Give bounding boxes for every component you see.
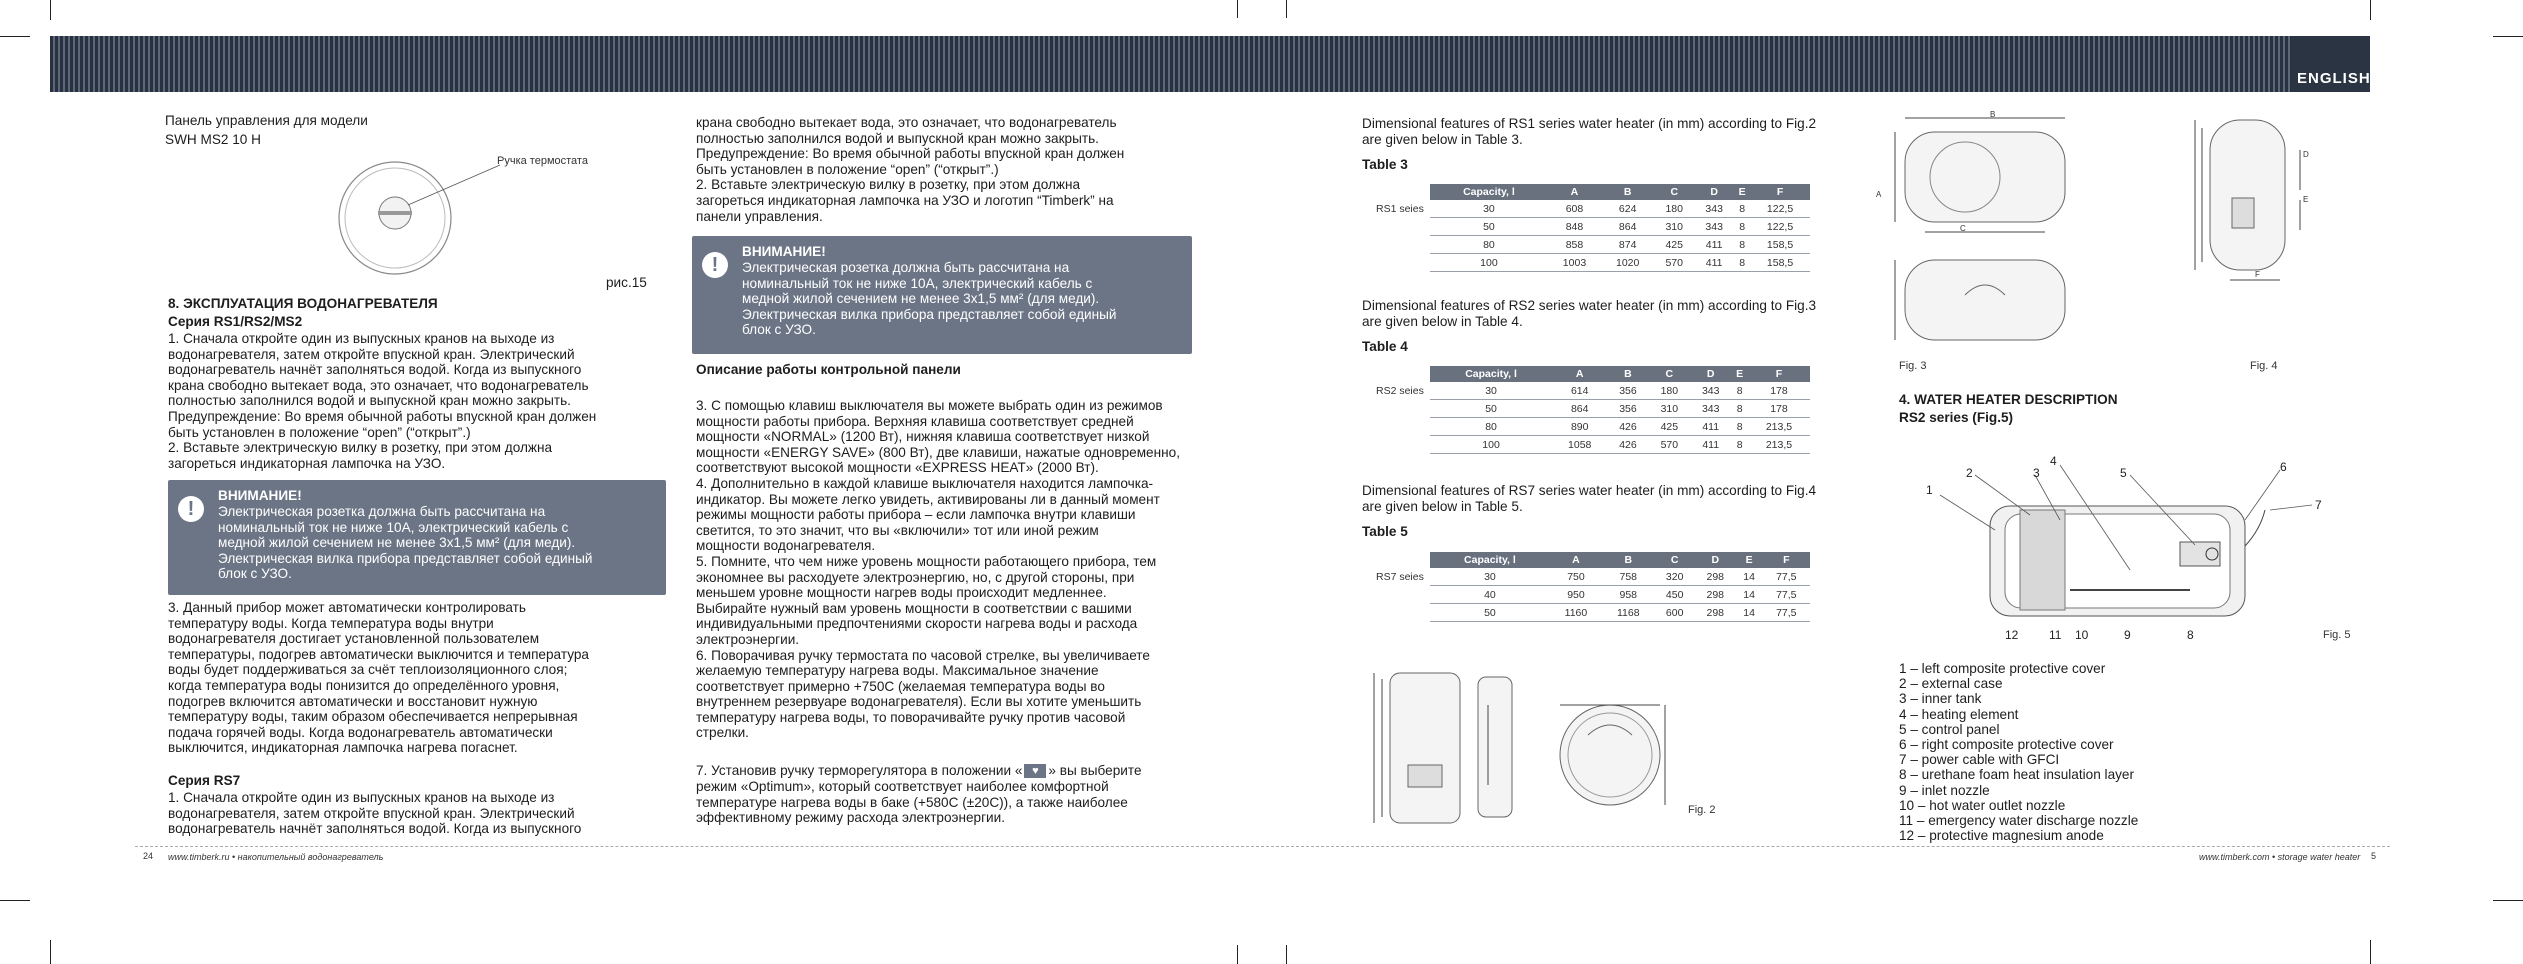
paragraph (696, 398, 1180, 741)
table-cell: 411 (1694, 254, 1734, 272)
table-title: Table 3 (1362, 157, 1408, 172)
table-cell: 158,5 (1750, 254, 1810, 272)
table-cell: 758 (1602, 568, 1654, 586)
table-header: E (1734, 184, 1750, 200)
table-header-spacer (1362, 552, 1430, 568)
table-caption-line: Dimensional features of RS1 series water heater (in mm) according to Fig.2 (1362, 116, 1817, 131)
table-row (1362, 200, 1810, 218)
text-line: Электрическая розетка должна быть рассчитана на (218, 504, 546, 519)
table-cell: 8 (1734, 200, 1750, 218)
crop-mark (2493, 36, 2523, 37)
table-cell: 1058 (1552, 436, 1607, 454)
table-cell: 77,5 (1763, 568, 1810, 586)
text-line: полностью заполнился водой и выпускной кран можно закрыть. (696, 130, 1099, 146)
table-cell: 80 (1430, 418, 1552, 436)
text-line: 3. С помощью клавиш выключателя вы можете выбрать один из режимов (696, 398, 1163, 413)
table-header: Capacity, l (1430, 184, 1548, 200)
text-line: водонагреватель начнёт заполняться водой. Когда из выпускного (168, 362, 582, 378)
table-cell: 310 (1649, 400, 1690, 418)
text-line: мощности «NORMAL» (1200 Вт), нижняя клавиша соответствует низкой (696, 429, 1150, 445)
table-cell: 1168 (1602, 604, 1654, 622)
text-line: 1. Сначала откройте один из выпускных кранов на выходе из (168, 331, 555, 346)
series-cell: RS1 seies (1376, 202, 1424, 215)
crop-mark (0, 36, 30, 37)
text-line: температуре нагрева воды в баке (+580С (±20С)), а также наиболее (696, 794, 1128, 810)
table-header: E (1731, 366, 1748, 382)
text-line: мощности водонагревателя. (696, 538, 876, 554)
text-line: быть установлен в положение “open” (“открыт”.) (696, 161, 999, 177)
crop-mark (50, 0, 51, 20)
text-line: Выбирайте нужный вам уровень мощности в соответствии с вашими (696, 600, 1132, 616)
table-cell: 848 (1548, 218, 1601, 236)
table-header: B (1602, 552, 1654, 568)
text-line: 1. Сначала откройте один из выпускных кранов на выходе из (168, 790, 555, 805)
table-cell: 14 (1736, 586, 1763, 604)
table-title: Table 4 (1362, 339, 1408, 354)
thermostat-label: Ручка термостата (497, 155, 588, 167)
table-header-spacer (1362, 184, 1430, 200)
text-line: стрелки. (696, 725, 749, 741)
table-header-row (1362, 552, 1810, 568)
dimension-table-4 (1362, 366, 1810, 454)
dimension-label: B (1990, 110, 1996, 119)
callout-number: 6 (2280, 460, 2287, 474)
paragraph (696, 779, 1128, 826)
text-line: Электрическая розетка должна быть рассчитана на (742, 260, 1070, 275)
table-header: Capacity, l (1430, 552, 1550, 568)
panel-caption-line: SWH MS2 10 H (165, 132, 261, 147)
text-line: соответствует примерно +750С (желаемая температура воды во (696, 678, 1105, 694)
crop-mark (2370, 940, 2371, 964)
text-line (696, 763, 1142, 779)
crop-mark (2370, 0, 2371, 20)
figure-2-drawing (1360, 665, 1730, 835)
warning-box (692, 236, 1192, 354)
dimension-label: D (2303, 150, 2309, 159)
table-cell: 858 (1548, 236, 1601, 254)
table-cell: 180 (1654, 200, 1694, 218)
table-cell: 80 (1430, 236, 1548, 254)
figure-label: Fig. 5 (2323, 629, 2351, 641)
table-cell: 8 (1731, 418, 1748, 436)
text-line: 3. Данный прибор может автоматически контролировать (168, 600, 526, 615)
table-header: E (1736, 552, 1763, 568)
table-title: Table 5 (1362, 524, 1408, 539)
table-header: D (1694, 184, 1734, 200)
footer-rule (135, 846, 2390, 847)
table-cell: 8 (1734, 254, 1750, 272)
table-cell: 158,5 (1750, 236, 1810, 254)
table-cell: 213,5 (1748, 436, 1810, 454)
dimension-label: E (2303, 195, 2309, 204)
series-title: Серия RS1/RS2/MS2 (168, 314, 303, 329)
series-cell (1362, 400, 1430, 418)
list-item: 10 – hot water outlet nozzle (1899, 797, 2066, 813)
text-line: режимы мощности работы прибора – если лампочка внутри клавиши (696, 507, 1136, 523)
crop-mark (50, 940, 51, 964)
table-caption-line: are given below in Table 3. (1362, 132, 1523, 147)
series-cell (1362, 586, 1430, 604)
table-header: B (1601, 184, 1654, 200)
table-cell: 890 (1552, 418, 1607, 436)
text-line: мощности работы прибора. Верхняя клавиша соответствует средней (696, 413, 1134, 429)
text-line: водонагревателя, затем откройте впускной кран. Электрический (168, 346, 575, 362)
table-row (1362, 418, 1810, 436)
table-row (1362, 568, 1810, 586)
paragraph (168, 790, 581, 837)
dimension-table-5 (1362, 552, 1810, 622)
figure-label: Fig. 2 (1688, 804, 1716, 816)
table-header: A (1552, 366, 1607, 382)
table-cell: 450 (1654, 586, 1695, 604)
dimension-label: F (2255, 270, 2260, 279)
list-item: 2 – external case (1899, 676, 2003, 692)
table-header: C (1649, 366, 1690, 382)
table-caption-line: Dimensional features of RS2 series water heater (in mm) according to Fig.3 (1362, 298, 1817, 313)
text-line: светится, то это значит, что вы «включили» тот или иной режим (696, 522, 1099, 538)
table-cell: 100 (1430, 254, 1548, 272)
text-line: индикатор. Вы можете легко увидеть, активированы ли в данный момент (696, 491, 1160, 507)
text-line: загореться индикаторная лампочка на УЗО и логотип “Timberk” на (696, 192, 1114, 208)
table-header: D (1695, 552, 1736, 568)
footer-text: www.timberk.com • storage water heater (2199, 852, 2361, 862)
text-line: блок с УЗО. (742, 322, 816, 338)
text-line: блок с УЗО. (218, 566, 292, 582)
table-cell: 864 (1552, 400, 1607, 418)
text-line: водонагреватель начнёт заполняться водой. Когда из выпускного (168, 821, 582, 837)
callout-number: 9 (2124, 628, 2131, 642)
text-line: водонагревателя достигает установленной пользователем (168, 631, 540, 647)
crop-mark (2493, 900, 2523, 901)
table-header-spacer (1362, 366, 1430, 382)
table-cell: 14 (1736, 604, 1763, 622)
warning-box (168, 480, 666, 595)
table-header: A (1550, 552, 1602, 568)
page-number: 5 (2371, 851, 2377, 861)
table-cell: 178 (1748, 382, 1810, 400)
table-row (1362, 382, 1810, 400)
table-header-row (1362, 184, 1810, 200)
callout-number: 2 (1966, 466, 1973, 480)
series-cell (1362, 418, 1430, 436)
table-cell: 874 (1601, 236, 1654, 254)
control-panel-illustration (320, 145, 620, 295)
series-cell (1362, 218, 1430, 236)
table-cell: 30 (1430, 200, 1548, 218)
footer-text: www.timberk.ru • накопительный водонагреватель (168, 852, 384, 862)
text-line: температуры, подогрев автоматически выключится и температура (168, 646, 589, 662)
text-line: Электрическая вилка прибора представляет собой единый (218, 550, 593, 566)
table-cell: 425 (1654, 236, 1694, 254)
table-cell: 14 (1736, 568, 1763, 586)
text-line: индивидуальными предпочтениями скорости нагрева воды и расхода (696, 616, 1138, 632)
table-cell: 426 (1607, 436, 1648, 454)
list-item: 5 – control panel (1899, 721, 2000, 737)
crop-mark (1237, 0, 1238, 18)
table-row (1362, 254, 1810, 272)
text-line: электроэнергии. (696, 631, 800, 647)
figure-4-drawing (2170, 110, 2370, 350)
table-caption-line: are given below in Table 4. (1362, 314, 1523, 329)
list-item: 1 – left composite protective cover (1899, 661, 2106, 676)
crop-mark (1237, 945, 1238, 964)
series-cell: RS2 seies (1376, 384, 1424, 397)
warning-title: ВНИМАНИЕ! (742, 244, 826, 259)
list-item: 8 – urethane foam heat insulation layer (1899, 767, 2135, 783)
table-header: C (1654, 184, 1694, 200)
table-cell: 8 (1734, 218, 1750, 236)
section-title: 8. ЭКСПЛУАТАЦИЯ ВОДОНАГРЕВАТЕЛЯ (168, 296, 438, 311)
list-item: 7 – power cable with GFCI (1899, 752, 2060, 768)
callout-number: 1 (1926, 483, 1933, 497)
text-line: загореться индикаторная лампочка на УЗО. (168, 455, 446, 471)
table-cell: 100 (1430, 436, 1552, 454)
table-cell: 411 (1690, 436, 1731, 454)
text-line: быть установлен в положение “open” (“открыт”.) (168, 424, 471, 440)
text-line: Предупреждение: Во время обычной работы впускной кран должен (168, 408, 597, 424)
description-title: 4. WATER HEATER DESCRIPTION (1899, 392, 2118, 407)
list-item: 3 – inner tank (1899, 691, 1982, 707)
text-line: мощности «ENERGY SAVE» (800 Вт), две клавиши, нажатые одновременно, (696, 444, 1180, 460)
table-cell: 411 (1694, 236, 1734, 254)
table-cell: 343 (1694, 218, 1734, 236)
table-cell: 864 (1601, 218, 1654, 236)
series-cell (1362, 236, 1430, 254)
table-row (1362, 218, 1810, 236)
table-cell: 570 (1654, 254, 1694, 272)
text-line: водонагревателя, затем откройте впускной кран. Электрический (168, 805, 575, 821)
table-cell: 600 (1654, 604, 1695, 622)
callout-number: 7 (2315, 498, 2322, 512)
table-cell: 30 (1430, 568, 1550, 586)
figure-label: Fig. 4 (2250, 360, 2278, 372)
paragraph (168, 600, 589, 756)
text-line: когда температура воды понизится до определённого уровня, (168, 677, 560, 693)
table-cell: 411 (1690, 418, 1731, 436)
table-cell: 356 (1607, 400, 1648, 418)
text-line: желаемую температуру нагрева воды. Максимальное значение (696, 663, 1099, 679)
table-cell: 750 (1550, 568, 1602, 586)
paragraph (696, 115, 1124, 224)
warning-text (742, 260, 1117, 338)
warning-icon: ! (178, 496, 204, 522)
table-cell: 8 (1734, 236, 1750, 254)
table-header: C (1654, 552, 1695, 568)
dimension-label: C (1960, 224, 1966, 233)
text-line: выключится, индикаторная лампочка нагрева погаснет. (168, 740, 518, 756)
parts-list (1899, 661, 2138, 843)
figure-label: Fig. 3 (1899, 360, 1927, 372)
callout-number: 12 (2005, 628, 2019, 642)
dimension-table-3 (1362, 184, 1810, 272)
table-cell: 40 (1430, 586, 1550, 604)
table-row (1362, 400, 1810, 418)
callout-number: 4 (2050, 454, 2057, 468)
description-series: RS2 series (Fig.5) (1899, 410, 2014, 425)
table-cell: 958 (1602, 586, 1654, 604)
table-cell: 178 (1748, 400, 1810, 418)
table-header-row (1362, 366, 1810, 382)
table-row (1362, 236, 1810, 254)
table-cell: 180 (1649, 382, 1690, 400)
text-line: температуру воды. Когда температура воды внутри (168, 615, 494, 631)
text-line: крана свободно вытекает вода, это означает, что водонагреватель (168, 377, 589, 393)
crop-mark (1286, 0, 1287, 18)
table-caption-line: Dimensional features of RS7 series water heater (in mm) according to Fig.4 (1362, 483, 1817, 498)
text-line: Предупреждение: Во время обычной работы впускной кран должен (696, 146, 1125, 162)
table-cell: 950 (1550, 586, 1602, 604)
table-cell: 77,5 (1763, 604, 1810, 622)
list-item: 9 – inlet nozzle (1899, 782, 1990, 798)
text-line: медной жилой сечением не менее 3х1,5 мм² (для меди). (742, 291, 1100, 307)
text-line: меньшем уровне мощности нагрев воды происходит медленнее. (696, 585, 1107, 601)
table-cell: 298 (1695, 604, 1736, 622)
warning-text (218, 504, 593, 582)
text-line: 4. Дополнительно в каждой клавише выключателя находится лампочка- (696, 475, 1154, 491)
table-header: A (1548, 184, 1601, 200)
table-cell: 50 (1430, 400, 1552, 418)
text-line: режим «Optimum», который соответствует наиболее комфортной (696, 779, 1109, 794)
table-cell: 298 (1695, 568, 1736, 586)
table-header: D (1690, 366, 1731, 382)
table-row (1362, 436, 1810, 454)
panel-caption-line: Панель управления для модели (165, 113, 368, 128)
list-item: 12 – protective magnesium anode (1899, 828, 2104, 844)
dimension-label: A (1876, 190, 1882, 199)
table-cell: 426 (1607, 418, 1648, 436)
table-header: F (1763, 552, 1810, 568)
table-cell: 213,5 (1748, 418, 1810, 436)
crop-mark (1286, 945, 1287, 964)
text-line: 5. Помните, что чем ниже уровень мощности работающего прибора, тем (696, 553, 1157, 569)
callout-number: 5 (2120, 466, 2127, 480)
text-line: медной жилой сечением не менее 3х1,5 мм² (для меди). (218, 535, 576, 551)
table-row (1362, 604, 1810, 622)
table-cell: 343 (1690, 382, 1731, 400)
callout-number: 11 (2049, 628, 2062, 642)
text-line: 6. Поворачивая ручку термостата по часовой стрелке, вы увеличиваете (696, 647, 1150, 663)
table-row (1362, 586, 1810, 604)
table-header: F (1750, 184, 1810, 200)
text-line: 2. Вставьте электрическую вилку в розетку, при этом должна (168, 440, 553, 456)
table-cell: 343 (1694, 200, 1734, 218)
list-item: 11 – emergency water discharge nozzle (1899, 813, 2139, 829)
text-line: температуру нагрева воды, то поворачивайте ручку против часовой (696, 709, 1126, 725)
table-cell: 50 (1430, 218, 1548, 236)
heart-icon: ♥ (1024, 764, 1046, 778)
text-line: подогрев включится автоматически и восстановит нужную (168, 693, 538, 709)
text-line: полностью заполнился водой и выпускной кран можно закрыть. (168, 393, 571, 409)
table-cell: 624 (1601, 200, 1654, 218)
series-title: Серия RS7 (168, 773, 241, 788)
warning-title: ВНИМАНИЕ! (218, 488, 302, 503)
series-cell (1362, 436, 1430, 454)
table-cell: 30 (1430, 382, 1552, 400)
text-line: номинальный ток не ниже 10А, электрический кабель с (742, 275, 1093, 291)
table-cell: 608 (1548, 200, 1601, 218)
table-cell: 310 (1654, 218, 1694, 236)
list-item: 6 – right composite protective cover (1899, 737, 2114, 753)
section-title: Описание работы контрольной панели (696, 362, 961, 377)
table-cell: 320 (1654, 568, 1695, 586)
text-line: Электрическая вилка прибора представляет собой единый (742, 306, 1117, 322)
table-cell: 356 (1607, 382, 1648, 400)
text-line: воды будет поддерживаться за счёт теплоизоляционного слоя; (168, 662, 568, 678)
callout-number: 8 (2187, 628, 2194, 642)
series-cell (1362, 254, 1430, 272)
series-cell: RS7 seies (1376, 570, 1424, 583)
series-cell (1362, 604, 1430, 622)
text-line: подача горячей воды. Когда водонагреватель автоматически (168, 724, 553, 740)
text-line: номинальный ток не ниже 10А, электрический кабель с (218, 519, 569, 535)
paragraph (168, 331, 596, 471)
table-cell: 1003 (1548, 254, 1601, 272)
table-cell: 298 (1695, 586, 1736, 604)
table-header: B (1607, 366, 1648, 382)
text-span: 7. Установив ручку терморегулятора в положении « (696, 763, 1023, 778)
callout-number: 10 (2075, 628, 2089, 642)
language-label: ENGLISH (2297, 70, 2371, 87)
text-line: внутреннем резервуаре водонагревателя). Если вы хотите уменьшить (696, 694, 1142, 710)
text-line: крана свободно вытекает вода, это означает, что водонагреватель (696, 115, 1117, 130)
table-cell: 1020 (1601, 254, 1654, 272)
text-line: эффективному режиму расхода электроэнергии. (696, 810, 1006, 826)
header-band (50, 36, 2370, 92)
list-item: 4 – heating element (1899, 706, 2019, 722)
table-caption-line: are given below in Table 5. (1362, 499, 1523, 514)
table-cell: 8 (1731, 436, 1748, 454)
figure-label: рис.15 (606, 275, 647, 290)
table-cell: 77,5 (1763, 586, 1810, 604)
text-line: соответствуют высокой мощности «EXPRESS HEAT» (2000 Вт). (696, 460, 1099, 476)
table-cell: 122,5 (1750, 200, 1810, 218)
table-header: Capacity, l (1430, 366, 1552, 382)
table-cell: 614 (1552, 382, 1607, 400)
table-header: F (1748, 366, 1810, 382)
text-span: » вы выберите (1048, 763, 1142, 778)
text-line: панели управления. (696, 208, 823, 224)
text-line: температуру воды, таким образом обеспечивается непрерывная (168, 709, 578, 725)
warning-icon: ! (702, 252, 728, 278)
figure-5-drawing (1920, 450, 2340, 635)
table-cell: 343 (1690, 400, 1731, 418)
table-cell: 1160 (1550, 604, 1602, 622)
crop-mark (0, 900, 30, 901)
table-cell: 8 (1731, 400, 1748, 418)
table-cell: 8 (1731, 382, 1748, 400)
page-number: 24 (143, 851, 154, 861)
table-cell: 50 (1430, 604, 1550, 622)
callout-number: 3 (2033, 466, 2040, 480)
text-line: 2. Вставьте электрическую вилку в розетку, при этом должна (696, 177, 1081, 193)
text-line: экономнее вы расходуете электроэнергию, но, с другой стороны, при (696, 569, 1135, 585)
table-cell: 122,5 (1750, 218, 1810, 236)
table-cell: 570 (1649, 436, 1690, 454)
table-cell: 425 (1649, 418, 1690, 436)
